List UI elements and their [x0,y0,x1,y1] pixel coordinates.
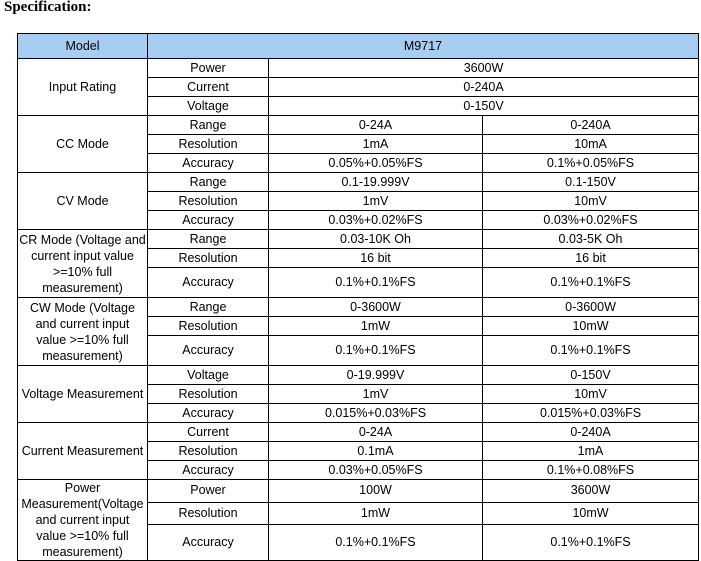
value-cell: 0.1mA [269,442,483,461]
value-cell: 10mV [483,385,699,404]
value-cell: 0.1%+0.1%FS [269,525,483,561]
value-cell: 1mV [269,192,483,211]
value-cell: 0.1%+0.1%FS [269,268,483,298]
param-cell: Accuracy [148,336,269,366]
value-cell: 0-150V [269,97,699,116]
value-cell: 0.1%+0.08%FS [483,461,699,480]
param-cell: Accuracy [148,404,269,423]
value-cell: 16 bit [483,249,699,268]
value-cell: 0.1%+0.1%FS [483,525,699,561]
value-cell: 0.1%+0.05%FS [483,154,699,173]
spec-row-cr-mode-range [18,230,699,249]
param-cell: Resolution [148,502,269,525]
section-name-cv-mode: CV Mode [18,173,148,230]
section-name-cc-mode: CC Mode [18,116,148,173]
param-cell: Resolution [148,317,269,336]
param-cell: Resolution [148,442,269,461]
value-cell: 1mW [269,502,483,525]
value-cell: 0.1-19.999V [269,173,483,192]
value-cell: 1mW [269,317,483,336]
value-cell: 0-240A [483,423,699,442]
value-cell: 0.1%+0.1%FS [483,268,699,298]
param-cell: Accuracy [148,461,269,480]
param-cell: Resolution [148,192,269,211]
param-cell: Range [148,298,269,317]
value-cell: 0.03%+0.02%FS [483,211,699,230]
model-label-cell: Model [18,34,148,59]
value-cell: 0.03%+0.02%FS [269,211,483,230]
value-cell: 10mA [483,135,699,154]
param-cell: Accuracy [148,211,269,230]
spec-row-cw-mode-range [18,298,699,317]
param-cell: Range [148,230,269,249]
param-cell: Current [148,78,269,97]
spec-row-cc-mode-range [18,116,699,135]
section-name-cr-mode: CR Mode (Voltage and current input value >=10% full measurement) [18,230,148,298]
value-cell: 0-3600W [483,298,699,317]
model-header-row [18,34,699,59]
value-cell: 0.1%+0.1%FS [483,336,699,366]
spec-row-power-measurement-power [18,480,699,503]
value-cell: 100W [269,480,483,503]
value-cell: 1mA [483,442,699,461]
value-cell: 10mW [483,317,699,336]
value-cell: 16 bit [269,249,483,268]
value-cell: 0-240A [269,78,699,97]
value-cell: 0-150V [483,366,699,385]
value-cell: 0.03-10K Oh [269,230,483,249]
param-cell: Range [148,173,269,192]
value-cell: 0.1%+0.1%FS [269,336,483,366]
param-cell: Power [148,480,269,503]
spec-row-voltage-measurement-voltage [18,366,699,385]
value-cell: 10mV [483,192,699,211]
param-cell: Voltage [148,366,269,385]
value-cell: 0-3600W [269,298,483,317]
section-name-input-rating: Input Rating [18,59,148,116]
param-cell: Power [148,59,269,78]
value-cell: 3600W [483,480,699,503]
param-cell: Accuracy [148,525,269,561]
param-cell: Resolution [148,385,269,404]
value-cell: 3600W [269,59,699,78]
param-cell: Current [148,423,269,442]
value-cell: 0.015%+0.03%FS [483,404,699,423]
value-cell: 0-24A [269,116,483,135]
value-cell: 0-24A [269,423,483,442]
value-cell: 10mW [483,502,699,525]
page-heading: Specification: [4,0,92,15]
value-cell: 0.1-150V [483,173,699,192]
section-name-power-measurement: Power Measurement(Voltage and current input value >=10% full measurement) [18,480,148,561]
spec-row-current-measurement-current [18,423,699,442]
param-cell: Resolution [148,249,269,268]
value-cell: 1mA [269,135,483,154]
value-cell: 1mV [269,385,483,404]
value-cell: 0.05%+0.05%FS [269,154,483,173]
specification-table-body [18,34,699,561]
spec-row-cv-mode-range [18,173,699,192]
specification-table [17,33,699,561]
param-cell: Range [148,116,269,135]
param-cell: Voltage [148,97,269,116]
value-cell: 0.015%+0.03%FS [269,404,483,423]
model-value-cell: M9717 [148,34,699,59]
value-cell: 0-19.999V [269,366,483,385]
section-name-cw-mode: CW Mode (Voltage and current input value >=10% full measurement) [18,298,148,366]
value-cell: 0.03-5K Oh [483,230,699,249]
section-name-current-measurement: Current Measurement [18,423,148,480]
value-cell: 0-240A [483,116,699,135]
param-cell: Accuracy [148,154,269,173]
value-cell: 0.03%+0.05%FS [269,461,483,480]
section-name-voltage-measurement: Voltage Measurement [18,366,148,423]
param-cell: Accuracy [148,268,269,298]
param-cell: Resolution [148,135,269,154]
spec-row-input-rating-power [18,59,699,78]
